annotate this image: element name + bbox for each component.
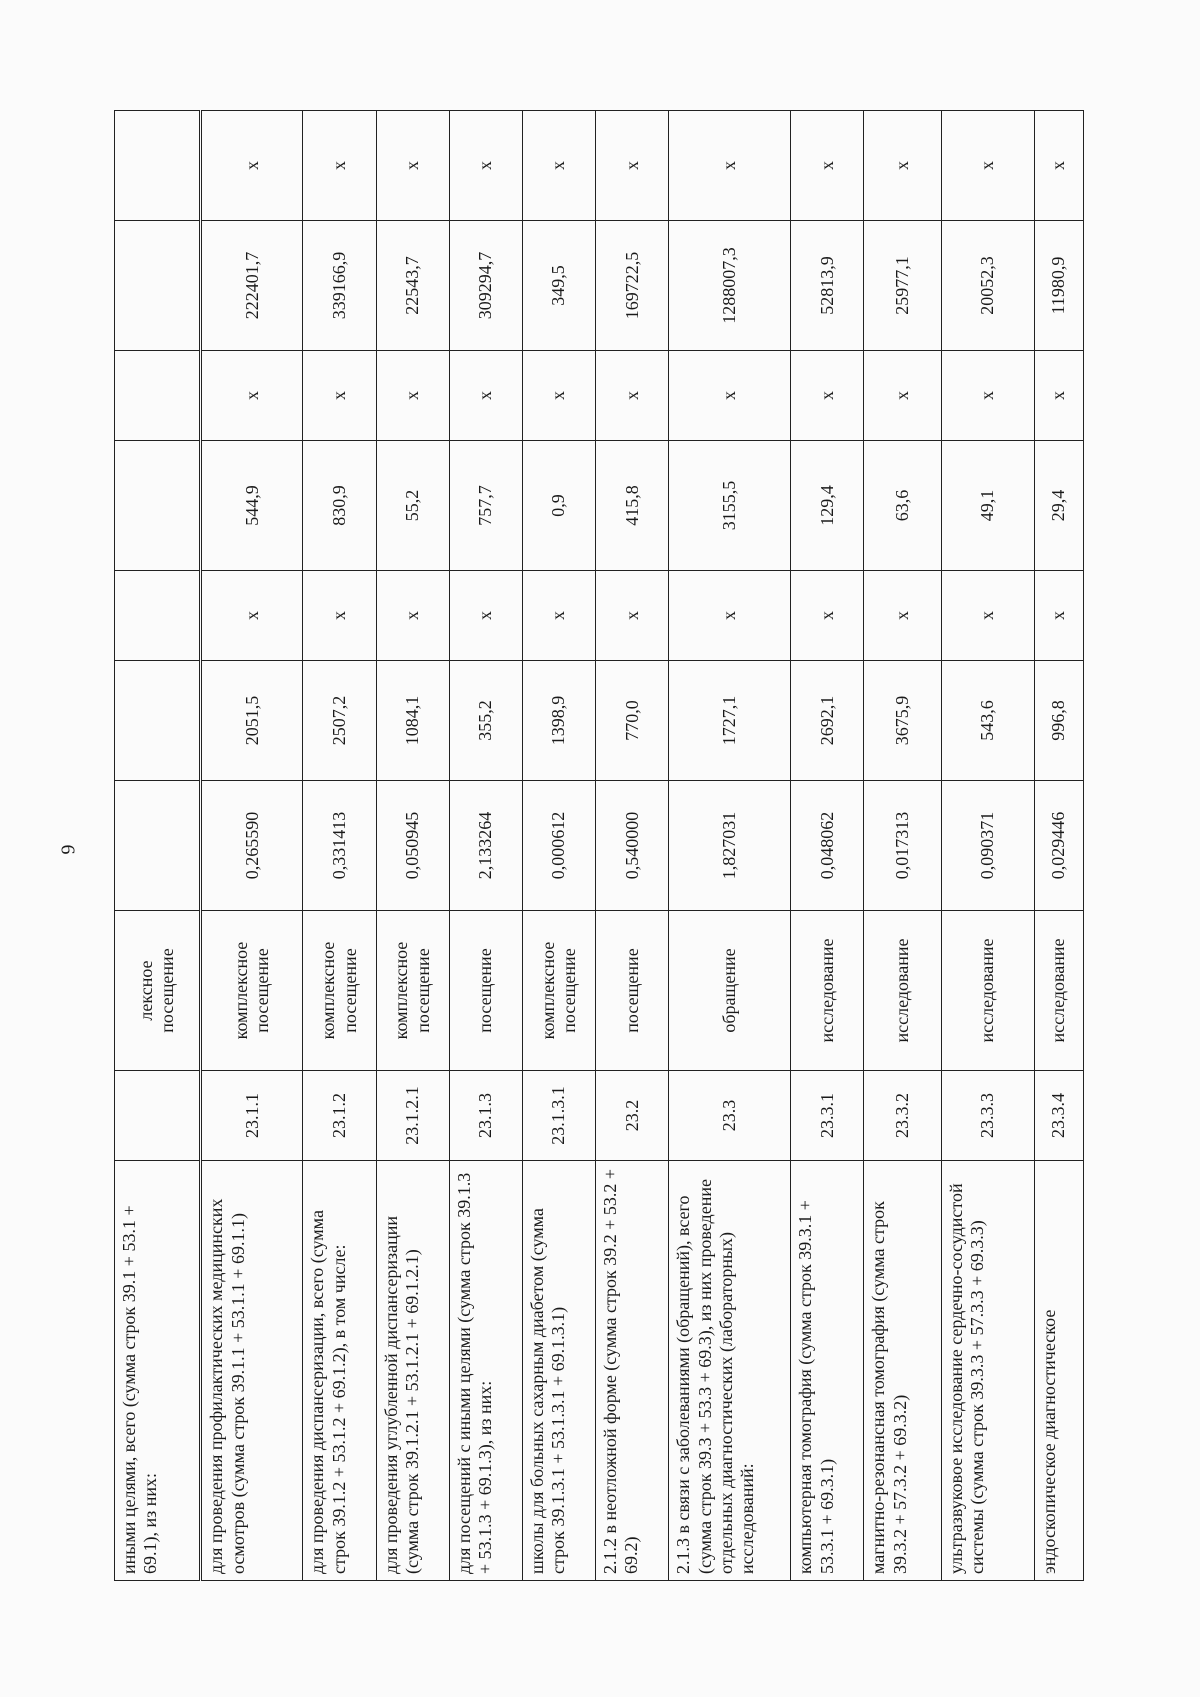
cell-desc: 2.1.2 в неотложной форме (сумма строк 39.2 + 53.2 + 69.2) (596, 1161, 669, 1581)
cell-unit: комплексное посещение (303, 911, 376, 1071)
cell-desc: 2.1.3 в связи с заболеваниями (обращений), всего (сумма строк 39.3 + 53.3 + 69.3), из них проведение отдельных диагностических (лабораторных) исследований: (669, 1161, 791, 1581)
cell-c2 (115, 661, 201, 781)
table-row (449, 111, 522, 1581)
cell-desc: компьютерная томография (сумма строк 39.3.1 + 53.3.1 + 69.3.1) (791, 1161, 864, 1581)
cell-code: 23.3.2 (864, 1071, 942, 1161)
cell-c3: х (522, 571, 595, 661)
cell-code: 23.1.1 (201, 1071, 303, 1161)
page-number: 6 (56, 844, 79, 855)
cell-c7: х (201, 111, 303, 221)
cell-c3: х (942, 571, 1035, 661)
table-row (522, 111, 595, 1581)
cell-code: 23.3.1 (791, 1071, 864, 1161)
cell-unit: комплексное посещение (522, 911, 595, 1071)
cell-c5: х (449, 351, 522, 441)
cell-c5 (115, 351, 201, 441)
cell-c4: 757,7 (449, 441, 522, 571)
cell-c6: 339166,9 (303, 221, 376, 351)
cell-c7 (115, 111, 201, 221)
cell-c4: 129,4 (791, 441, 864, 571)
cell-c2: 2051,5 (201, 661, 303, 781)
table-row (303, 111, 376, 1581)
table-row (115, 111, 201, 1581)
cell-code: 23.1.3 (449, 1071, 522, 1161)
cell-c7: х (791, 111, 864, 221)
cell-unit: исследование (791, 911, 864, 1071)
cell-c2: 1398,9 (522, 661, 595, 781)
cell-c6: 25977,1 (864, 221, 942, 351)
cell-c5: х (669, 351, 791, 441)
cell-desc: для посещений с иными целями (сумма строк 39.1.3 + 53.1.3 + 69.1.3), из них: (449, 1161, 522, 1581)
cell-c7: х (942, 111, 1035, 221)
cell-c3: х (376, 571, 449, 661)
cell-c1: 0,050945 (376, 781, 449, 911)
cell-code (115, 1071, 201, 1161)
cell-c3: х (303, 571, 376, 661)
cell-c6: 222401,7 (201, 221, 303, 351)
cell-c2: 770,0 (596, 661, 669, 781)
cell-c2: 355,2 (449, 661, 522, 781)
cell-c7: х (303, 111, 376, 221)
cell-c6: 1288007,3 (669, 221, 791, 351)
cell-c5: х (1035, 351, 1084, 441)
cell-c1: 0,029446 (1035, 781, 1084, 911)
cell-c4: 3155,5 (669, 441, 791, 571)
table-row (942, 111, 1035, 1581)
table-row (376, 111, 449, 1581)
cell-desc: иными целями, всего (сумма строк 39.1 + 53.1 + 69.1), из них: (115, 1161, 201, 1581)
cell-c6: 309294,7 (449, 221, 522, 351)
cell-unit: комплексное посещение (376, 911, 449, 1071)
cell-code: 23.3 (669, 1071, 791, 1161)
cell-c4: 63,6 (864, 441, 942, 571)
cell-c4: 830,9 (303, 441, 376, 571)
data-table (114, 110, 1084, 1581)
table-row (791, 111, 864, 1581)
cell-c6: 20052,3 (942, 221, 1035, 351)
cell-c4: 29,4 (1035, 441, 1084, 571)
cell-c1: 1,827031 (669, 781, 791, 911)
cell-c1: 0,000612 (522, 781, 595, 911)
cell-c3: х (201, 571, 303, 661)
table-container (114, 111, 1084, 1581)
cell-c5: х (376, 351, 449, 441)
cell-c1 (115, 781, 201, 911)
cell-c3: х (1035, 571, 1084, 661)
cell-c3: х (596, 571, 669, 661)
cell-c1: 0,090371 (942, 781, 1035, 911)
cell-code: 23.3.3 (942, 1071, 1035, 1161)
cell-c1: 0,048062 (791, 781, 864, 911)
table-row (596, 111, 669, 1581)
cell-c7: х (596, 111, 669, 221)
cell-c7: х (864, 111, 942, 221)
cell-desc: для проведения диспансеризации, всего (сумма строк 39.1.2 + 53.1.2 + 69.1.2), в том числе: (303, 1161, 376, 1581)
cell-c7: х (376, 111, 449, 221)
cell-c5: х (596, 351, 669, 441)
cell-code: 23.1.2.1 (376, 1071, 449, 1161)
cell-c3: х (669, 571, 791, 661)
cell-c4: 55,2 (376, 441, 449, 571)
cell-c5: х (864, 351, 942, 441)
cell-c3: х (864, 571, 942, 661)
cell-c6: 349,5 (522, 221, 595, 351)
cell-c3 (115, 571, 201, 661)
cell-c6: 52813,9 (791, 221, 864, 351)
cell-desc: для проведения профилактических медицинских осмотров (сумма строк 39.1.1 + 53.1.1 + 69.1.1) (201, 1161, 303, 1581)
cell-code: 23.1.2 (303, 1071, 376, 1161)
cell-desc: магнитно-резонансная томография (сумма строк 39.3.2 + 57.3.2 + 69.3.2) (864, 1161, 942, 1581)
cell-c2: 3675,9 (864, 661, 942, 781)
table-row (669, 111, 791, 1581)
cell-c4: 544,9 (201, 441, 303, 571)
cell-unit: исследование (942, 911, 1035, 1071)
cell-code: 23.2 (596, 1071, 669, 1161)
table-row (864, 111, 942, 1581)
cell-c7: х (522, 111, 595, 221)
cell-desc: школы для больных сахарным диабетом (сумма строк 39.1.3.1 + 53.1.3.1 + 69.1.3.1) (522, 1161, 595, 1581)
cell-c2: 1727,1 (669, 661, 791, 781)
cell-c6: 169722,5 (596, 221, 669, 351)
cell-c4: 415,8 (596, 441, 669, 571)
cell-c1: 0,265590 (201, 781, 303, 911)
cell-unit: исследование (864, 911, 942, 1071)
cell-unit: исследование (1035, 911, 1084, 1071)
cell-c6 (115, 221, 201, 351)
table-row (201, 111, 303, 1581)
cell-c1: 2,133264 (449, 781, 522, 911)
cell-code: 23.3.4 (1035, 1071, 1084, 1161)
cell-c5: х (303, 351, 376, 441)
cell-c5: х (791, 351, 864, 441)
cell-c4 (115, 441, 201, 571)
cell-c7: х (669, 111, 791, 221)
cell-c5: х (942, 351, 1035, 441)
cell-desc: ультразвуковое исследование сердечно-сосудистой системы (сумма строк 39.3.3 + 57.3.3 + 69.3.3) (942, 1161, 1035, 1581)
cell-c5: х (201, 351, 303, 441)
cell-code: 23.1.3.1 (522, 1071, 595, 1161)
cell-unit: комплексное посещение (201, 911, 303, 1071)
cell-c1: 0,331413 (303, 781, 376, 911)
cell-unit: обращение (669, 911, 791, 1071)
cell-c3: х (791, 571, 864, 661)
table-row (1035, 111, 1084, 1581)
cell-c6: 22543,7 (376, 221, 449, 351)
cell-desc: для проведения углубленной диспансеризации (сумма строк 39.1.2.1 + 53.1.2.1 + 69.1.2.1) (376, 1161, 449, 1581)
cell-c4: 0,9 (522, 441, 595, 571)
cell-desc: эндоскопическое диагностическое (1035, 1161, 1084, 1581)
cell-c4: 49,1 (942, 441, 1035, 571)
cell-c7: х (1035, 111, 1084, 221)
cell-c6: 11980,9 (1035, 221, 1084, 351)
cell-c3: х (449, 571, 522, 661)
cell-c2: 996,8 (1035, 661, 1084, 781)
cell-c2: 2692,1 (791, 661, 864, 781)
cell-unit: посещение (596, 911, 669, 1071)
cell-c1: 0,540000 (596, 781, 669, 911)
cell-c2: 543,6 (942, 661, 1035, 781)
cell-c1: 0,017313 (864, 781, 942, 911)
cell-c2: 2507,2 (303, 661, 376, 781)
cell-unit: посещение (449, 911, 522, 1071)
cell-c5: х (522, 351, 595, 441)
cell-unit: лексное посещение (115, 911, 201, 1071)
cell-c2: 1084,1 (376, 661, 449, 781)
cell-c7: х (449, 111, 522, 221)
